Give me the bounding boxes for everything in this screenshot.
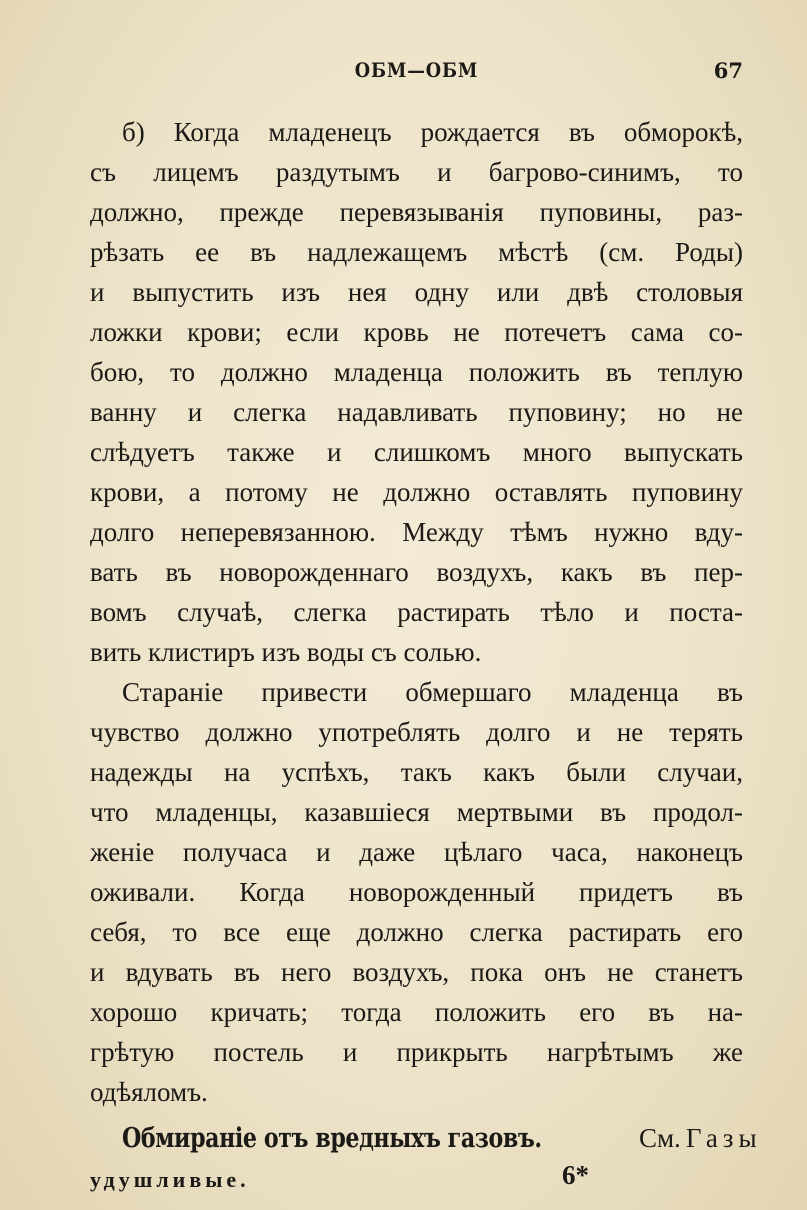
text-line: должно, прежде перевязыванія пуповины, раз- [90,197,743,227]
text-line: надежды на успѣхъ, такъ какъ были случаи, [90,757,743,787]
text-line: долго неперевязанною. Между тѣмъ нужно вду- [90,517,743,547]
text-line: крови, а потому не должно оставлять пуповину [90,477,743,507]
see-target-continued: удушливые. [90,1167,250,1192]
text-line: одѣяломъ. [90,1077,208,1107]
entry-headword: Обмираніе отъ вредныхъ газовъ. [122,1123,542,1154]
see-label: См. [638,1123,681,1153]
text-line: вать въ новорожденнаго воздухъ, какъ въ пер- [90,557,743,587]
paragraph-1 [90,112,743,672]
text-line: женіе получаса и даже цѣлаго часа, наконецъ [90,837,743,867]
text-line: чувство должно употреблять долго и не терять [90,717,743,747]
text-line: ложки крови; если кровь не потечетъ сама со- [90,317,743,347]
page-number: 67 [713,58,743,83]
text-line: рѣзать ее въ надлежащемъ мѣстѣ (см. Роды) [90,237,743,267]
text-line: съ лицемъ раздутымъ и багрово-синимъ, то [90,157,743,187]
body-text [90,112,762,1200]
text-line: хорошо кричать; тогда положить его въ на- [90,997,743,1027]
entry-heading-line [90,1116,762,1160]
text-line: вить клистиръ изъ воды съ солью. [90,637,482,667]
text-line: б) Когда младенецъ рождается въ обморокѣ, [122,117,743,147]
text-line: грѣтую постель и прикрыть нагрѣтымъ же [90,1037,743,1067]
signature-mark: 6* [562,1160,589,1190]
text-line: Стараніе привести обмершаго младенца въ [122,677,743,707]
text-line: себя, то все еще должно слегка растирать его [90,917,743,947]
text-line: вомъ случаѣ, слегка растирать тѣло и поста- [90,597,743,627]
text-line: и выпустить изъ нея одну или двѣ столовыя [90,277,743,307]
text-line: ванну и слегка надавливать пуповину; но не [90,397,743,427]
entry [90,1116,762,1200]
running-head [90,58,743,88]
text-line: оживали. Когда новорожденный придетъ въ [90,877,743,907]
running-title: ОБМ—ОБМ [354,58,479,82]
text-line: что младенцы, казавшіеся мертвыми въ продол- [90,797,743,827]
text-line: и вдувать въ него воздухъ, пока онъ не станетъ [90,957,743,987]
text-line: слѣдуетъ также и слишкомъ много выпускать [90,437,743,467]
see-target: Газы [685,1123,762,1153]
paragraph-2 [90,672,743,1112]
text-line: бою, то должно младенца положить въ теплую [90,357,743,387]
